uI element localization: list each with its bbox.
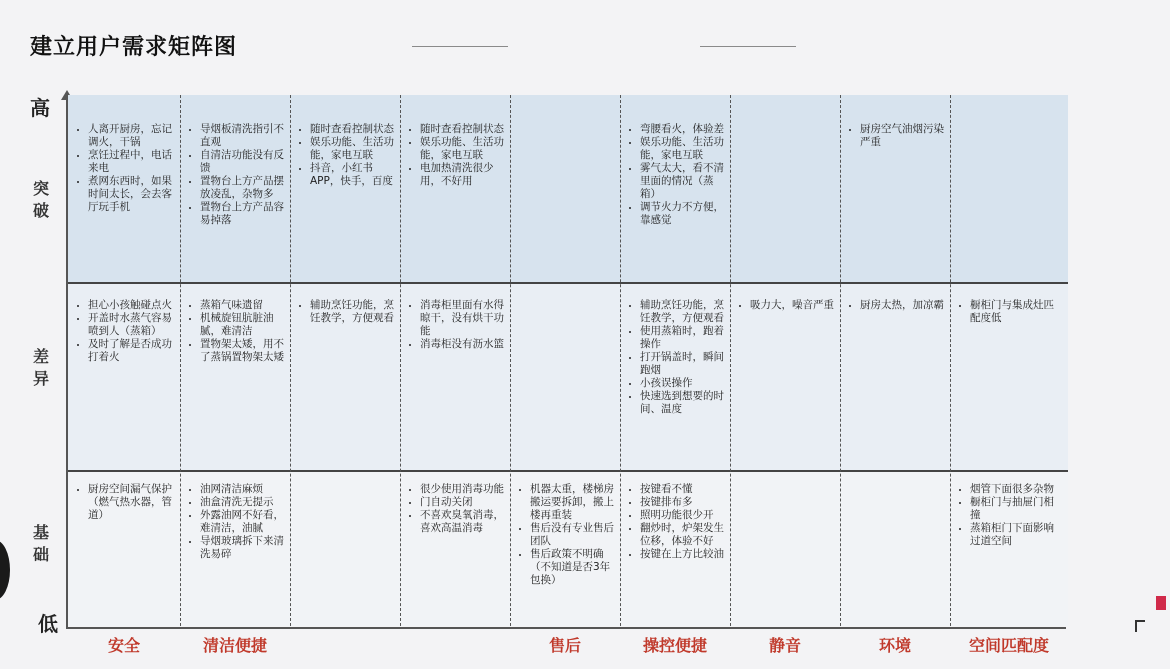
bullet-item: • 开盖时水蒸气容易喷到人（蒸箱） <box>88 312 174 338</box>
bullet-item: • 按键在上方比较油 <box>640 548 724 561</box>
bullet-item: • 随时查看控制状态 <box>420 123 504 136</box>
bullet-item: • 小孩误操作 <box>640 377 724 390</box>
column-label-5: 操控便捷 <box>642 636 707 655</box>
cell-breakthrough-0 <box>78 123 174 214</box>
bullet-list <box>78 299 174 364</box>
bullet-item: • 蒸箱气味遗留 <box>200 299 284 312</box>
bullet-item: • 消毒柜没有沥水篮 <box>420 338 504 351</box>
column-divider <box>840 95 841 626</box>
bullet-item: • 厨房空间漏气保护（燃气热水器，管道） <box>88 483 174 522</box>
bullet-item: • 翻炒时，炉架发生位移，体验不好 <box>640 522 724 548</box>
bullet-item: • 售后没有专业售后团队 <box>530 522 614 548</box>
bullet-item: • 调节火力不方便，靠感觉 <box>640 201 724 227</box>
bullet-item: • 不喜欢臭氧消毒，喜欢高温消毒 <box>420 509 504 535</box>
bullet-list <box>190 123 284 227</box>
presenter-silhouette <box>0 540 10 600</box>
y-axis-high-label: 高 <box>30 96 50 120</box>
bullet-item: • 烹饪过程中，电话来电 <box>88 149 174 175</box>
cell-basic-3 <box>410 483 504 535</box>
bullet-item: • 弯腰看火，体验差 <box>640 123 724 136</box>
cell-basic-8 <box>960 483 1062 548</box>
bullet-item: • 橱柜门与抽屉门相撞 <box>970 496 1062 522</box>
bullet-list <box>520 483 614 587</box>
cell-breakthrough-3 <box>410 123 504 188</box>
column-divider <box>510 95 511 626</box>
bullet-item: • 置物台上方产品容易掉落 <box>200 201 284 227</box>
column-divider <box>730 95 731 626</box>
page-title: 建立用户需求矩阵图 <box>30 35 238 60</box>
bullet-item: • 按键看不懂 <box>640 483 724 496</box>
bullet-item: • 置物架太矮，用不了蒸锅置物架太矮 <box>200 338 284 364</box>
cell-breakthrough-7 <box>850 123 944 149</box>
column-divider <box>400 95 401 626</box>
bullet-list <box>300 299 394 325</box>
cell-basic-1 <box>190 483 284 561</box>
bullet-item: • 外露油网不好看，难清洁，油腻 <box>200 509 284 535</box>
row-divider <box>68 470 1068 472</box>
cell-basic-5 <box>630 483 724 561</box>
column-label-1: 清洁便捷 <box>202 636 267 655</box>
column-label-8: 空间匹配度 <box>968 636 1049 655</box>
column-divider <box>180 95 181 626</box>
bullet-item: • 机械旋钮肮脏油腻，难清洁 <box>200 312 284 338</box>
column-label-4: 售后 <box>548 636 581 655</box>
bullet-list <box>740 299 834 312</box>
bullet-item: • 厨房空气油烟污染严重 <box>860 123 944 149</box>
bullet-list <box>850 299 944 312</box>
bullet-item: • 煮网东西时，如果时间太长，会去客厅玩手机 <box>88 175 174 214</box>
bullet-item: • 消毒柜里面有水得晾干，没有烘干功能 <box>420 299 504 338</box>
bullet-list <box>190 483 284 561</box>
bullet-item: • 导烟玻璃拆下来清洗易碎 <box>200 535 284 561</box>
cell-breakthrough-2 <box>300 123 394 188</box>
row-label-basic: 基础 <box>32 523 49 564</box>
row-label-difference: 差异 <box>32 347 49 388</box>
y-axis-low-label: 低 <box>38 612 58 636</box>
column-divider <box>620 95 621 626</box>
bullet-list <box>78 123 174 214</box>
bullet-item: • 娱乐功能、生活功能，家电互联 <box>310 136 394 162</box>
column-label-6: 静音 <box>768 636 801 655</box>
bullet-item: • 很少使用消毒功能 <box>420 483 504 496</box>
column-divider <box>950 95 951 626</box>
bullet-item: • 抖音，小红书APP，快手，百度 <box>310 162 394 188</box>
column-label-0: 安全 <box>107 636 140 655</box>
bullet-item: • 担心小孩触碰点火 <box>88 299 174 312</box>
cell-breakthrough-5 <box>630 123 724 227</box>
bullet-item: • 打开锅盖时，瞬间跑烟 <box>640 351 724 377</box>
column-label-7: 环境 <box>878 636 911 655</box>
bullet-item: • 按键排布多 <box>640 496 724 509</box>
cell-difference-5 <box>630 299 724 416</box>
bullet-list <box>78 483 174 522</box>
bullet-list <box>410 483 504 535</box>
bullet-item: • 厨房太热，加凉霸 <box>860 299 944 312</box>
cell-difference-1 <box>190 299 284 364</box>
cell-difference-3 <box>410 299 504 351</box>
x-axis <box>66 627 1066 629</box>
cell-difference-7 <box>850 299 944 312</box>
bullet-item: • 置物台上方产品摆放凌乱，杂物多 <box>200 175 284 201</box>
bullet-list <box>630 299 724 416</box>
cell-difference-2 <box>300 299 394 325</box>
bullet-item: • 烟管下面很多杂物 <box>970 483 1062 496</box>
requirement-matrix <box>68 95 1068 626</box>
bullet-item: • 自清洁功能没有反馈 <box>200 149 284 175</box>
bullet-item: • 使用蒸箱时，跑着操作 <box>640 325 724 351</box>
bullet-item: • 娱乐功能、生活功能，家电互联 <box>640 136 724 162</box>
bullet-item: • 娱乐功能、生活功能，家电互联 <box>420 136 504 162</box>
bullet-item: • 橱柜门与集成灶匹配度低 <box>970 299 1062 325</box>
bullet-item: • 油盒清洗无提示 <box>200 496 284 509</box>
decorative-line <box>700 46 796 47</box>
cell-breakthrough-1 <box>190 123 284 227</box>
bullet-item: • 吸力大，噪音严重 <box>750 299 834 312</box>
bullet-item: • 门自动关闭 <box>420 496 504 509</box>
bullet-list <box>850 123 944 149</box>
bullet-list <box>960 483 1062 548</box>
bullet-item: • 机器太重，楼梯房搬运要拆卸，搬上楼再重装 <box>530 483 614 522</box>
row-divider <box>68 282 1068 284</box>
bullet-item: • 导烟板清洗指引不直观 <box>200 123 284 149</box>
cell-difference-0 <box>78 299 174 364</box>
bullet-item: • 电加热清洗很少用，不好用 <box>420 162 504 188</box>
corner-mark <box>1135 620 1145 632</box>
bullet-list <box>300 123 394 188</box>
column-divider <box>290 95 291 626</box>
bullet-list <box>630 483 724 561</box>
bullet-item: • 售后政策不明确（不知道是否3年包换） <box>530 548 614 587</box>
bullet-list <box>960 299 1062 325</box>
corner-mark <box>1156 596 1166 610</box>
bullet-item: • 随时查看控制状态 <box>310 123 394 136</box>
bullet-list <box>410 299 504 351</box>
bullet-item: • 照明功能很少开 <box>640 509 724 522</box>
bullet-item: • 油网清洁麻烦 <box>200 483 284 496</box>
bullet-list <box>410 123 504 188</box>
bullet-item: • 及时了解是否成功打着火 <box>88 338 174 364</box>
bullet-item: • 人离开厨房，忘记调火，干锅 <box>88 123 174 149</box>
cell-difference-6 <box>740 299 834 312</box>
row-label-breakthrough: 突破 <box>32 179 49 220</box>
bullet-item: • 蒸箱柜门下面影响过道空间 <box>970 522 1062 548</box>
bullet-item: • 辅助烹饪功能，烹饪教学，方便观看 <box>310 299 394 325</box>
bullet-item: • 雾气太大，看不清里面的情况（蒸箱） <box>640 162 724 201</box>
decorative-line <box>412 46 508 47</box>
bullet-list <box>630 123 724 227</box>
cell-basic-4 <box>520 483 614 587</box>
cell-basic-0 <box>78 483 174 522</box>
bullet-item: • 辅助烹饪功能，烹饪教学，方便观看 <box>640 299 724 325</box>
bullet-item: • 快速选到想要的时间、温度 <box>640 390 724 416</box>
cell-difference-8 <box>960 299 1062 325</box>
bullet-list <box>190 299 284 364</box>
